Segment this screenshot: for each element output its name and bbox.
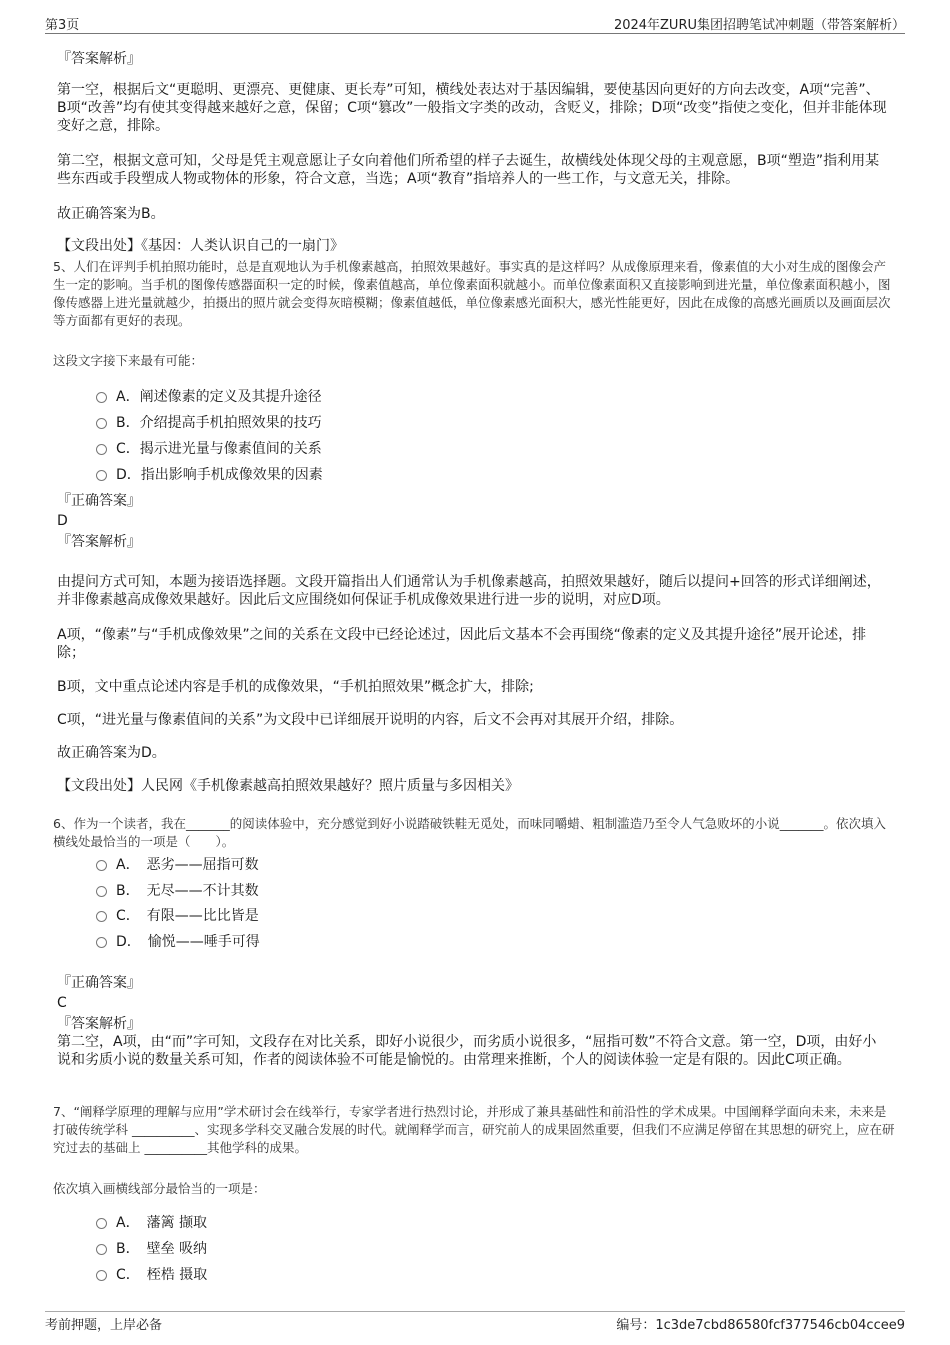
question-stem: 7、“阐释学原理的理解与应用”学术研讨会在线举行，专家学者进行热烈讨论，并形成了兼具基础性和前沿性的学术成果。中国阐释学面向未来，未来是打破传统学科 __________、实现多学科交叉融合发展的时代。就阐释学而言，研究前人的成果固然重要，但我们不应满足停留在其思想的研究上，应在研究过去的基础上 __________其他学科的成果。	[53, 1104, 895, 1155]
option-d[interactable]	[96, 466, 323, 484]
footer-slogan: 考前押题，上岸必备	[45, 1318, 163, 1333]
answer-conclusion: 故正确答案为D。	[57, 745, 166, 761]
analysis-paragraph: 第二空，A项，由“而”字可知，文段存在对比关系，即好小说很少，而劣质小说很多，“屈指可数”不符合文意。第一空，D项，由好小说和劣质小说的数量关系可知，作者的阅读体验不可能是愉悦的。由常理来推断，个人的阅读体验一定是有限的。因此C项正确。	[57, 1034, 877, 1068]
source-note: 【文段出处】人民网《手机像素越高拍照效果越好？照片质量与多因相关》	[57, 778, 519, 794]
header-divider	[45, 33, 905, 34]
answer-conclusion: 故正确答案为B。	[57, 206, 165, 222]
option-label: C．揭示进光量与像素值间的关系	[116, 441, 322, 457]
option-c[interactable]	[96, 440, 322, 458]
option-label: B． 壁垒 吸纳	[116, 1241, 208, 1257]
option-label: B． 无尽——不计其数	[116, 883, 259, 899]
option-b[interactable]	[96, 414, 322, 432]
analysis-label: 『答案解析』	[57, 1016, 141, 1032]
radio-icon[interactable]	[96, 1270, 107, 1281]
analysis-paragraph: 第一空，根据后文“更聪明、更漂亮、更健康、更长寿”可知，横线处表达对于基因编辑，要使基因向更好的方向去改变，A项“完善”、B项“改善”均有使其变得越来越好之意，保留；C项“篡改”一般指文字类的改动，含贬义，排除；D项“改变”指使之变化，但并非能体现变好之意，排除。	[57, 82, 887, 134]
option-label: A．阐述像素的定义及其提升途径	[116, 389, 322, 405]
option-d[interactable]	[96, 933, 260, 951]
option-a[interactable]	[96, 388, 322, 406]
analysis-label: 『答案解析』	[57, 51, 141, 67]
option-label: C． 有限——比比皆是	[116, 908, 259, 924]
source-note: 【文段出处】《基因：人类认识自己的一扇门》	[57, 238, 344, 254]
analysis-paragraph: A项，“像素”与“手机成像效果”之间的关系在文段中已经论述过，因此后文基本不会再围绕“像素的定义及其提升途径”展开论述，排除；	[57, 627, 867, 661]
radio-icon[interactable]	[96, 470, 107, 481]
analysis-paragraph: 第二空，根据文意可知，父母是凭主观意愿让子女向着他们所希望的样子去诞生，故横线处体现父母的主观意愿，B项“塑造”指利用某些东西或手段塑成人物或物体的形象，符合文意，当选；A项“教育”指培养人的一些工作，与文意无关，排除。	[57, 153, 880, 187]
radio-icon[interactable]	[96, 911, 107, 922]
option-label: B．介绍提高手机拍照效果的技巧	[116, 415, 322, 431]
answer-label: 『正确答案』	[57, 975, 141, 991]
radio-icon[interactable]	[96, 1244, 107, 1255]
option-label: D． 愉悦——唾手可得	[116, 934, 260, 950]
radio-icon[interactable]	[96, 937, 107, 948]
question-stem: 6、作为一个读者，我在_______的阅读体验中，充分感觉到好小说踏破铁鞋无觅处，而味同嚼蜡、粗制滥造乃至令人气急败坏的小说_______。依次填入横线处最恰当的一项是（ ）。	[53, 816, 886, 849]
footer-divider	[45, 1311, 905, 1312]
document-serial: 编号：1c3de7cbd86580fcf377546cb04ccee9	[616, 1318, 905, 1333]
option-c[interactable]	[96, 907, 259, 925]
option-label: A． 藩篱 撷取	[116, 1215, 208, 1231]
radio-icon[interactable]	[96, 418, 107, 429]
option-c[interactable]	[96, 1266, 207, 1284]
correct-answer: D	[57, 513, 68, 529]
option-label: D．指出影响手机成像效果的因素	[116, 467, 323, 483]
analysis-paragraph: C项，“进光量与像素值间的关系”为文段中已详细展开说明的内容，后文不会再对其展开介绍，排除。	[57, 712, 684, 728]
option-a[interactable]	[96, 1214, 207, 1232]
radio-icon[interactable]	[96, 392, 107, 403]
option-b[interactable]	[96, 882, 259, 900]
option-a[interactable]	[96, 856, 259, 874]
question-prompt: 这段文字接下来最有可能：	[53, 353, 204, 368]
option-label: A． 恶劣——屈指可数	[116, 857, 259, 873]
analysis-label: 『答案解析』	[57, 534, 141, 550]
document-title: 2024年ZURU集团招聘笔试冲刺题（带答案解析）	[613, 18, 905, 33]
answer-label: 『正确答案』	[57, 493, 141, 509]
radio-icon[interactable]	[96, 1218, 107, 1229]
question-stem: 5、人们在评判手机拍照功能时，总是直观地认为手机像素越高，拍照效果越好。事实真的是这样吗？从成像原理来看，像素值的大小对生成的图像会产生一定的影响。当手机的图像传感器面积一定的时候，像素值越高，单位像素面积就越小。而单位像素面积又直接影响到进光量，单位像素面积越小，图像传感器上进光量就越少，拍摄出的照片就会变得灰暗模糊；像素值越低，单位像素感光面积大，感光性能更好，因此在成像的高感光画质以及画面层次等方面都有更好的表现。	[53, 259, 891, 328]
option-b[interactable]	[96, 1240, 207, 1258]
option-label: C． 桎梏 摄取	[116, 1267, 208, 1283]
correct-answer: C	[57, 995, 67, 1011]
radio-icon[interactable]	[96, 886, 107, 897]
page-number: 第3页	[45, 18, 80, 33]
radio-icon[interactable]	[96, 444, 107, 455]
radio-icon[interactable]	[96, 860, 107, 871]
analysis-paragraph: 由提问方式可知，本题为接语选择题。文段开篇指出人们通常认为手机像素越高，拍照效果越好，随后以提问+回答的形式详细阐述，并非像素越高成像效果越好。因此后文应围绕如何保证手机成像效果进行进一步的说明，对应D项。	[57, 574, 881, 608]
analysis-paragraph: B项，文中重点论述内容是手机的成像效果，“手机拍照效果”概念扩大，排除;	[57, 679, 534, 695]
question-prompt: 依次填入画横线部分最恰当的一项是：	[53, 1181, 266, 1196]
